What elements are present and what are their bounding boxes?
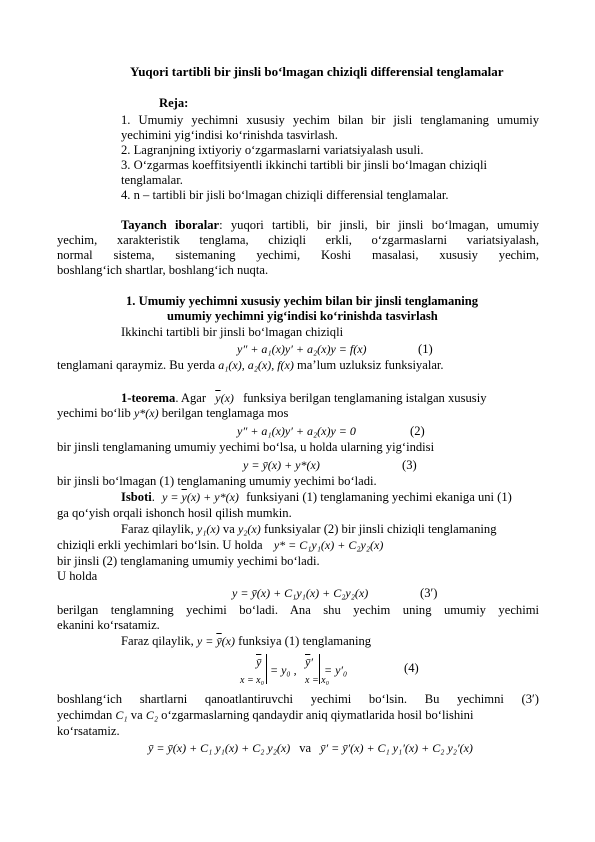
section-heading: 1. Umumiy yechimni xususiy yechim bilan bir jinsli tenglamaning — [126, 294, 479, 308]
paragraph-text: berilgan tenglamning yechimi bo‘ladi. Ana shu yechim uning umumiy yechimi — [57, 603, 539, 617]
inline-math: y₁(x) — [196, 522, 220, 536]
equation-number: (2) — [410, 424, 425, 438]
equation-number: (3) — [402, 458, 417, 472]
equation-number: (4) — [404, 661, 419, 675]
text-span: yechimdan — [57, 708, 113, 722]
text-span: chiziqli erkli yechimlari bo‘lsin. U holda — [57, 538, 263, 552]
condition-y-point: x = x₀ — [240, 675, 265, 686]
proof-label: Isboti — [121, 490, 152, 504]
text-span: va — [222, 522, 235, 536]
paragraph-text: U holda — [57, 569, 98, 583]
keywords-line: boshlang‘ich shartlar, boshlang‘ich nuqta. — [57, 263, 269, 277]
text-span: berilgan tenglamaga mos — [161, 406, 289, 420]
plan-item: 1. Umumiy yechimni xususiy yechim bilan bir jisli tenglamaning umumiy — [121, 113, 539, 127]
eval-bar — [266, 654, 267, 684]
paragraph-text — [57, 708, 473, 723]
inline-math: y* = C₁y₁(x) + C₂y₂(x) — [273, 538, 384, 552]
text-span: funksiyani (1) tenglamaning yechimi ekaniga uni (1) — [246, 490, 512, 504]
theorem-line — [121, 391, 539, 406]
plan-item: yechimini yig‘indisi ko‘rinishda tasvirlash. — [121, 128, 338, 142]
text-span: funksiyalar (2) bir jinsli chiziqli tenglamaning — [263, 522, 497, 536]
text-span: Faraz qilaylik, — [121, 522, 194, 536]
inline-math: C₁ — [115, 708, 128, 722]
paragraph-text: ga qo‘yish orqali ishonch hosil qilish mumkin. — [57, 506, 292, 520]
document-title: Yuqori tartibli bir jinsli bo‘lmagan chiziqli differensial tenglamalar — [130, 64, 504, 79]
condition-yprime-point: x = x₀ — [305, 675, 330, 686]
section-heading: umumiy yechimni yig‘indisi ko‘rinishda tasvirlash — [167, 309, 438, 323]
keywords-text: : yuqori tartibli, bir jinsli, bir jinsli bo‘lmagan, umumiy — [219, 218, 539, 232]
paragraph-text — [57, 538, 383, 553]
paragraph-text: boshlang‘ich shartlarni qanoatlantiruvchi yechimi bo‘lsin. Bu yechimni (3′) — [57, 692, 539, 706]
inline-math: y₂(x) — [237, 522, 261, 536]
condition-y: $\overline{ȳ}$ — [256, 655, 262, 669]
paragraph-text: bir jinsli tenglamaning umumiy yechimi bo‘lsa, u holda ularning yig‘indisi — [57, 440, 435, 454]
inline-math: a₁(x), a₂(x), f(x) — [218, 358, 294, 372]
paragraph-text — [121, 522, 497, 537]
text-span: funksiya berilgan tenglamaning istalgan xususiy — [243, 391, 487, 405]
text-span: va — [130, 708, 143, 722]
paragraph-text: ko‘rsatamiz. — [57, 724, 120, 738]
paragraph-text: bir jinsli bo‘lmagan (1) tenglamaning umumiy yechimi bo‘ladi. — [57, 474, 377, 488]
theorem-label: 1-teorema — [121, 391, 176, 405]
text-span: o‘zgarmaslarning qandaydir aniq qiymatlarida hosil bo‘lishini — [161, 708, 474, 722]
equation-number: (1) — [418, 342, 433, 356]
keywords-line: normal sistema, sistemaning yechimi, Koshi masalasi, xususiy yechim, — [57, 248, 539, 262]
text-span: Faraz qilaylik, — [121, 634, 194, 648]
proof-line: Isboti. $y = \overline{y}(x) + y*(x)$ funksiyani (1) tenglamaning yechimi ekaniga uni (1) — [121, 490, 512, 504]
paragraph-text — [121, 634, 371, 649]
plan-item: tenglamalar. — [121, 173, 183, 187]
paragraph-text: ekanini ko‘rsatamiz. — [57, 618, 160, 632]
condition-yprime: $\overline{ȳ}'$ — [305, 655, 313, 669]
equation-2: y″ + a₁(x)y′ + a₂(x)y = 0 — [237, 424, 356, 438]
text-span: . Agar — [175, 391, 207, 405]
inline-math: C₂ — [145, 708, 158, 722]
theorem-line — [57, 406, 288, 421]
text-span: yechimi bo‘lib — [57, 406, 131, 420]
plan-item: 2. Lagranjning ixtiyoriy o‘zgarmaslarni variatsiyalash usuli. — [121, 143, 424, 157]
inline-math: $\overline{y}(x)$ — [215, 391, 234, 405]
text-span: tenglamani qaraymiz. Bu yerda — [57, 358, 216, 372]
paragraph-text: Ikkinchi tartibli bir jinsli bo‘lmagan chiziqli — [121, 325, 344, 339]
equation-3: y = ȳ(x) + y*(x) — [243, 458, 320, 472]
paragraph-text — [57, 358, 444, 373]
inline-math: y*(x) — [133, 406, 159, 420]
inline-math: $y = \overline{ȳ}(x)$ — [196, 634, 235, 648]
keywords-line: yechim, xarakteristik tenglama, chiziqli erkli, o‘zgarmaslarni variatsiyalash, — [57, 233, 539, 247]
equation-part: ȳ′ = ȳ′(x) + C₁ y₁′(x) + C₂ y₂′(x) — [320, 741, 473, 755]
plan-item: 3. O‘zgarmas koeffitsiyentli ikkinchi tartibli bir jinsli bo‘lmagan chiziqli — [121, 158, 487, 172]
equation-3-prime: y = ȳ(x) + C₁y₁(x) + C₂y₂(x) — [232, 586, 369, 600]
text-span: ma’lum uzluksiz funksiyalar. — [297, 358, 444, 372]
keywords-paragraph — [121, 218, 539, 233]
inline-math: $y = \overline{y}(x) + y*(x)$ — [162, 490, 239, 504]
plan-item: 4. n – tartibli bir jisli bo‘lmagan chiziqli differensial tenglamalar. — [121, 188, 449, 202]
equation-number: (3′) — [420, 586, 438, 600]
text-span: funksiya (1) tenglamaning — [238, 634, 372, 648]
keywords-label: Tayanch iboralar — [121, 218, 220, 232]
equation-part: ȳ = ȳ(x) + C₁ y₁(x) + C₂ y₂(x) — [148, 741, 291, 755]
condition-yprime-value: = y′₀ — [324, 663, 348, 677]
plan-heading: Reja: — [159, 96, 189, 110]
paragraph-text: bir jinsli (2) tenglamaning umumiy yechimi bo‘ladi. — [57, 554, 320, 568]
text-span: va — [299, 741, 312, 755]
condition-y-value: = y₀ , — [270, 663, 297, 677]
equation-last — [148, 741, 473, 756]
equation-1: y″ + a₁(x)y′ + a₂(x)y = f(x) — [237, 342, 367, 356]
